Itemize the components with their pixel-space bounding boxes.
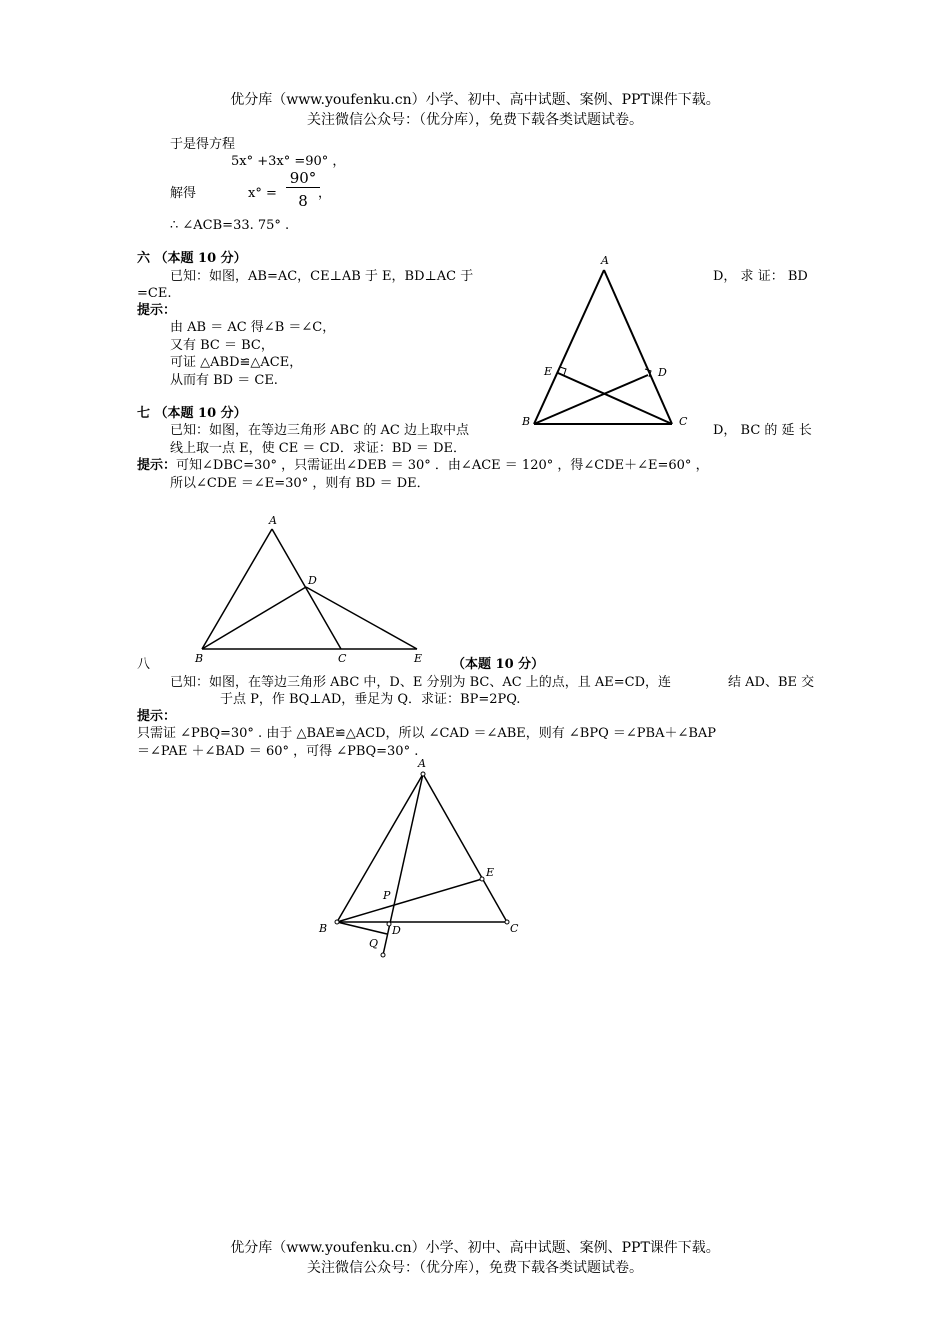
p6-statement-1-right: D， 求 证： BD bbox=[713, 269, 808, 284]
fig8-label-b: B bbox=[319, 922, 328, 935]
p6-hint-2: 又有 BC ＝ BC， bbox=[170, 338, 274, 353]
p6-hint-1: 由 AB ＝ AC 得∠B ＝∠C， bbox=[170, 320, 336, 335]
fig7-label-e: E bbox=[414, 652, 423, 665]
p8-hint-2: ＝∠PAE ＋∠BAD ＝ 60° ，可得 ∠PBQ=30° . bbox=[137, 744, 419, 759]
fig8-point-c bbox=[505, 920, 509, 924]
fig7-side-ab bbox=[202, 529, 272, 649]
fig6-label-c: C bbox=[679, 415, 688, 428]
fig8-line-ad-extended bbox=[383, 774, 423, 955]
p7-statement-1-right: D， BC 的 延 长 bbox=[713, 423, 812, 438]
fig6-label-a: A bbox=[601, 254, 609, 267]
fig8-label-d: D bbox=[392, 924, 401, 937]
page-footer-line2: 关注微信公众号：（优分库），免费下载各类试题试卷。 bbox=[307, 1260, 643, 1276]
fig6-label-e: E bbox=[544, 365, 553, 378]
fig8-side-ac bbox=[423, 774, 507, 922]
p6-statement-1: 已知：如图，AB=AC，CE⊥AB 于 E，BD⊥AC 于 bbox=[170, 269, 474, 284]
p7-hint-label: 提示： bbox=[137, 458, 177, 473]
p8-statement-1: 已知：如图，在等边三角形 ABC 中，D、E 分别为 BC、AC 上的点，且 AE=CD，连 bbox=[170, 675, 672, 690]
fig6-label-d: D bbox=[658, 366, 667, 379]
fig8-point-a bbox=[421, 772, 425, 776]
fig7-label-c: C bbox=[338, 652, 347, 665]
p6-hint-3: 可证 △ABD≌△ACE， bbox=[170, 355, 303, 370]
fig7-label-a: A bbox=[269, 514, 277, 527]
figure-problem-6 bbox=[510, 248, 710, 433]
p5-solve-label: 解得 bbox=[170, 186, 197, 201]
p5-solve-tail: ， bbox=[318, 186, 332, 201]
figure-problem-7 bbox=[190, 510, 430, 670]
p5-equation: 5x° +3x° =90° ， bbox=[231, 154, 346, 169]
p5-fraction-numerator: 90° bbox=[286, 170, 320, 188]
p6-statement-2: =CE. bbox=[137, 286, 172, 301]
fig6-side-ab bbox=[534, 270, 604, 424]
fig8-label-c: C bbox=[510, 922, 519, 935]
fig8-label-p: P bbox=[383, 889, 391, 902]
fig6-segment-ce bbox=[558, 373, 672, 424]
fig7-segment-bd bbox=[202, 587, 306, 649]
fig8-point-b bbox=[335, 920, 339, 924]
page-header-line2: 关注微信公众号：（优分库），免费下载各类试题试卷。 bbox=[307, 112, 643, 128]
p7-title: 七 （本题 10 分） bbox=[137, 406, 247, 421]
p8-hint-1: 只需证 ∠PBQ=30° . 由于 △BAE≌△ACD，所以 ∠CAD ＝∠ABE，则有 ∠BPQ ＝∠PBA＋∠BAP bbox=[137, 726, 717, 741]
p8-statement-2: 于点 P，作 BQ⊥AD，垂足为 Q．求证：BP=2PQ. bbox=[220, 692, 521, 707]
fig6-side-ac bbox=[604, 270, 672, 424]
p5-fraction-denominator: 8 bbox=[298, 192, 308, 210]
p7-statement-2: 线上取一点 E，使 CE ＝ CD．求证：BD ＝ DE． bbox=[170, 441, 466, 456]
fig8-segment-bq bbox=[337, 922, 387, 934]
fig8-label-q: Q bbox=[369, 937, 379, 950]
figure-problem-8 bbox=[310, 752, 530, 962]
p5-solve-lhs: x° = bbox=[248, 186, 277, 201]
p7-statement-1: 已知：如图，在等边三角形 ABC 的 AC 边上取中点 bbox=[170, 423, 469, 438]
p6-title: 六 （本题 10 分） bbox=[137, 251, 247, 266]
fig6-label-b: B bbox=[522, 415, 531, 428]
p8-hint-label: 提示： bbox=[137, 709, 177, 724]
fig8-point-e bbox=[480, 877, 484, 881]
p7-hint-1: 可知∠DBC=30° ，只需证出∠DEB ＝ 30° ．由∠ACE ＝ 120° ，得∠CDE＋∠E=60° ， bbox=[176, 458, 709, 473]
p6-hint-label: 提示： bbox=[137, 303, 177, 318]
p7-hint-line-1 bbox=[137, 457, 709, 474]
fig7-label-b: B bbox=[195, 652, 204, 665]
p6-hint-4: 从而有 BD ＝ CE. bbox=[170, 373, 278, 388]
fig8-label-a: A bbox=[418, 757, 426, 770]
page-footer-line1: 优分库（www.youfenku.cn）小学、初中、高中试题、案例、PPT课件下载。 bbox=[230, 1240, 720, 1256]
fig6-segment-bd bbox=[534, 375, 648, 424]
fig8-point-end bbox=[381, 953, 385, 957]
fig8-label-e: E bbox=[486, 866, 495, 879]
p8-statement-1-right: 结 AD、BE 交 bbox=[728, 675, 815, 690]
p7-hint-2: 所以∠CDE ＝∠E=30° ，则有 BD ＝ DE． bbox=[170, 476, 430, 491]
p8-number: 八 bbox=[137, 657, 151, 672]
fig7-side-ac bbox=[272, 529, 341, 649]
p5-line1: 于是得方程 bbox=[170, 137, 236, 152]
p8-title: （本题 10 分） bbox=[452, 657, 545, 672]
page-header-line1: 优分库（www.youfenku.cn）小学、初中、高中试题、案例、PPT课件下载。 bbox=[230, 92, 720, 108]
fig8-point-d bbox=[387, 922, 391, 926]
fig7-label-d: D bbox=[308, 574, 317, 587]
p5-conclusion: ∴ ∠ACB=33. 75° . bbox=[170, 218, 290, 233]
